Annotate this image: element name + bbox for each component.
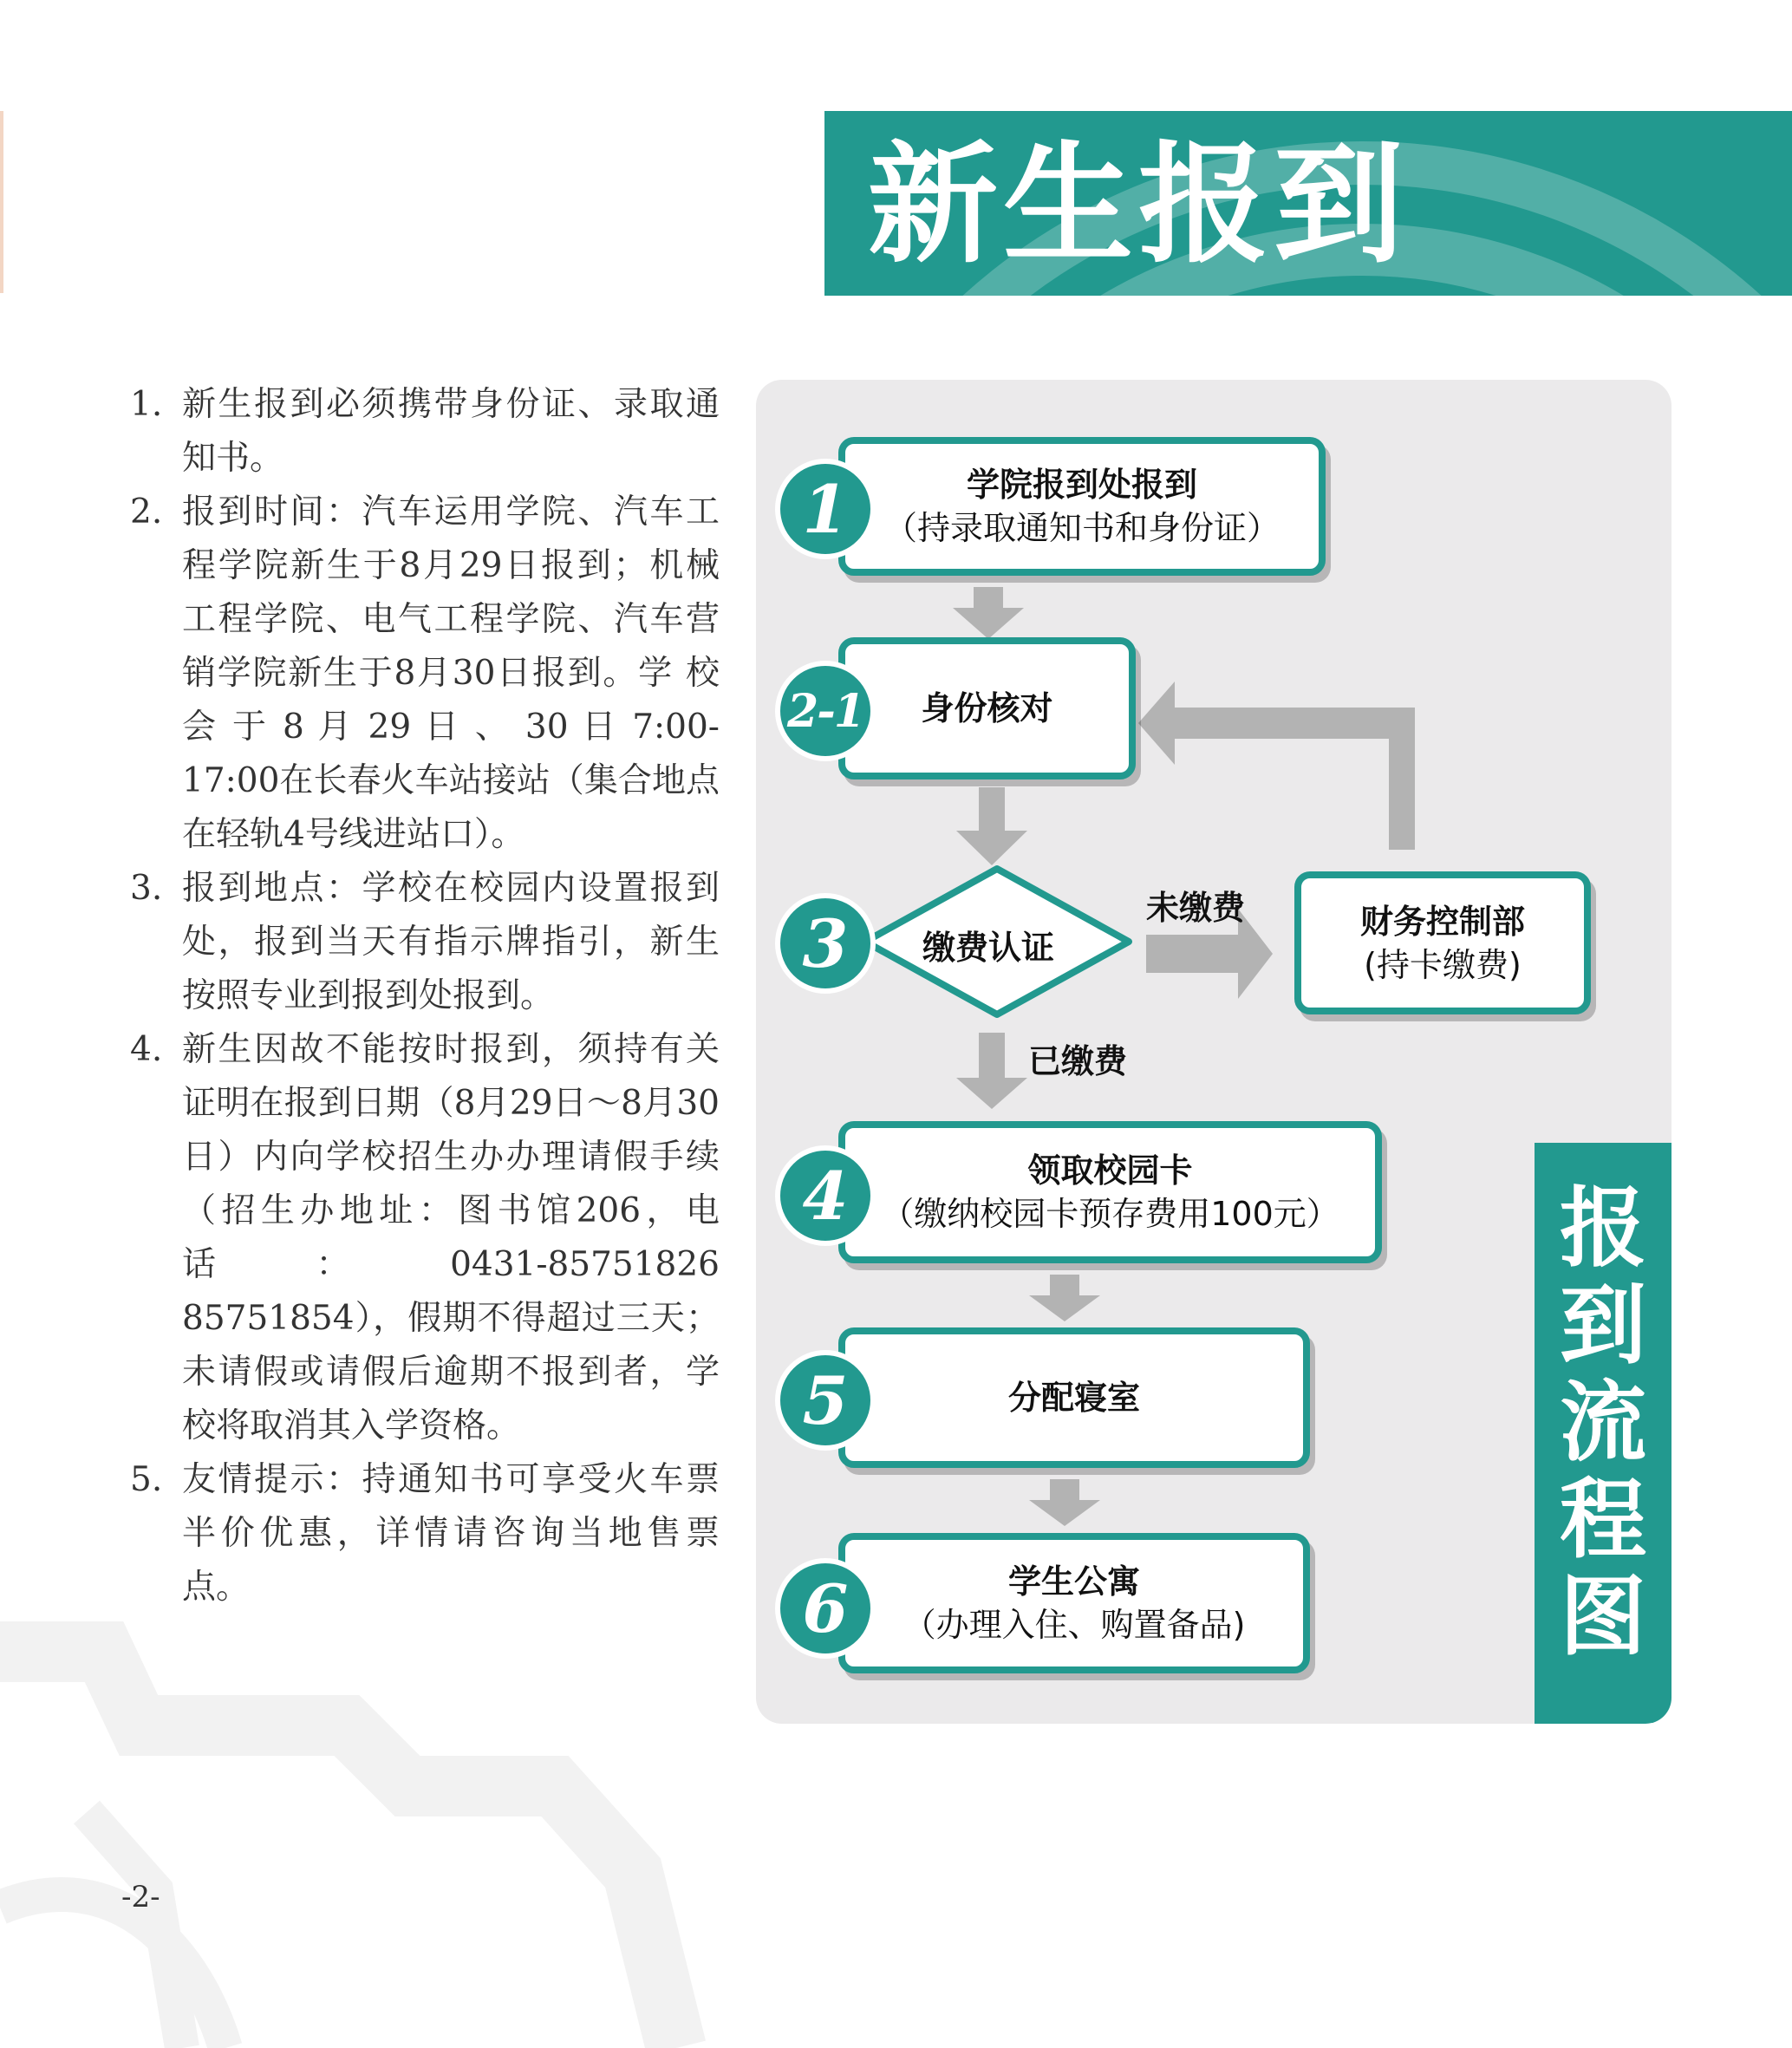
step-5-badge: 5 <box>775 1350 876 1451</box>
arrow-finance-back-to-step2 <box>1138 682 1415 850</box>
step-6-box <box>838 1533 1310 1673</box>
note-number: 1. <box>130 385 163 424</box>
step-4-subtitle: （缴纳校园卡预存费用100元） <box>881 1195 1339 1233</box>
page-number: -2- <box>121 1880 160 1914</box>
side-title-char: 图 <box>1560 1565 1646 1667</box>
step-4-box <box>838 1121 1382 1263</box>
finance-box <box>1294 871 1591 1014</box>
arrow-step4-to-step5 <box>1029 1275 1100 1321</box>
step-1-subtitle: （持录取通知书和身份证） <box>883 509 1280 547</box>
step-5-title: 分配寝室 <box>1007 1379 1140 1417</box>
side-title-char: 报 <box>1560 1177 1646 1279</box>
finance-subtitle: (持卡缴费) <box>1364 945 1522 984</box>
step-2-1-badge: 2-1 <box>775 661 876 761</box>
step-2-1-title: 身份核对 <box>921 689 1053 727</box>
arrow-step3-to-step4 <box>956 1033 1027 1109</box>
arrow-step5-to-step6 <box>1029 1479 1100 1526</box>
step-4-title: 领取校园卡 <box>1027 1151 1193 1190</box>
note-text: 新生因故不能按时报到，须持有关证明在报到日期（8月29日～8月30日）内向学校招生办办理请假手续（招生办地址：图书馆206，电话：0431-85751826 85751854），假期不得超过三天；未请假或请假后逾期不报到者，学校将取消其入学资格。 <box>182 1030 720 1445</box>
finance-title: 财务控制部 <box>1359 902 1525 941</box>
step-1-badge: 1 <box>775 459 876 559</box>
arrow-step2-to-step3 <box>956 787 1027 865</box>
unpaid-label: 未缴费 <box>1146 889 1246 927</box>
note-text: 新生报到必须携带身份证、录取通知书。 <box>182 385 720 478</box>
step-6-subtitle: （办理入住、购置备品) <box>903 1606 1246 1644</box>
step-3-badge: 3 <box>775 893 876 994</box>
note-text: 友情提示：持通知书可享受火车票半价优惠，详情请咨询当地售票点。 <box>182 1460 720 1607</box>
step-5-box <box>838 1327 1310 1468</box>
paid-label: 已缴费 <box>1028 1042 1128 1080</box>
step-6-title: 学生公寓 <box>1007 1562 1140 1601</box>
step-2-1-box <box>838 637 1136 779</box>
step-3-title: 缴费认证 <box>922 929 1054 967</box>
note-number: 3. <box>130 869 163 908</box>
note-number: 2. <box>130 492 163 532</box>
note-number: 4. <box>130 1030 163 1069</box>
step-6-badge: 6 <box>775 1558 876 1659</box>
note-text: 报到地点：学校在校园内设置报到处，报到当天有指示牌指引，新生按照专业到报到处报到。 <box>182 869 720 1015</box>
step-4-badge: 4 <box>775 1145 876 1246</box>
side-title-char: 到 <box>1560 1274 1646 1376</box>
note-text: 报到时间：汽车运用学院、汽车工程学院新生于8月29日报到；机械工程学院、电气工程学院、汽车营销学院新生于8月30日报到。学 校 会 于 8 月 29 日 、 30 日 7:00-17:00在长春火车站接站（集合地点在轻轨4号线进站口）。 <box>182 492 720 854</box>
page-title: 新生报到 <box>868 128 1410 281</box>
side-title-char: 流 <box>1560 1371 1646 1473</box>
arrow-step1-to-step2 <box>953 587 1024 639</box>
step-1-box <box>838 437 1326 576</box>
side-title-char: 程 <box>1560 1468 1646 1570</box>
step-1-title: 学院报到处报到 <box>966 466 1197 504</box>
note-number: 5. <box>130 1460 163 1499</box>
